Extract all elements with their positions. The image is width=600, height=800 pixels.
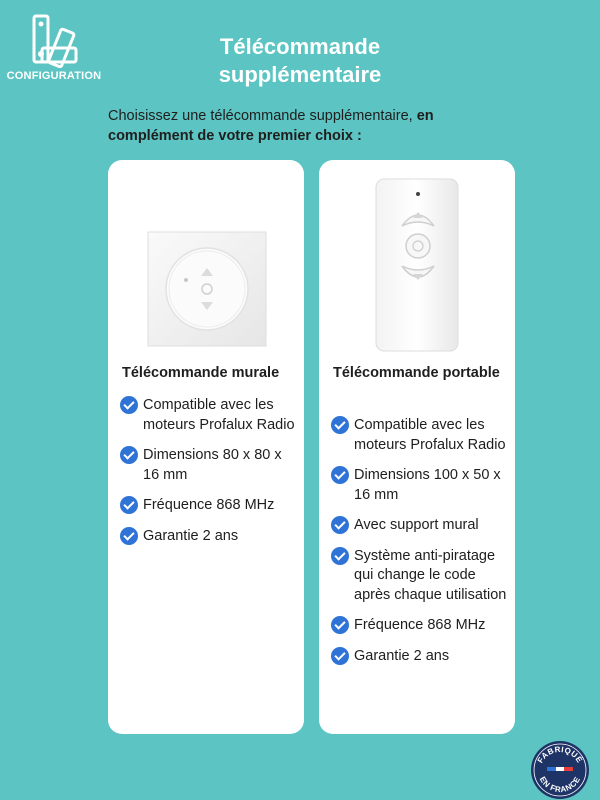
- seal-line-1: FABRIQUÉ: [535, 744, 585, 765]
- intro-bold: en complément de votre premier choix :: [108, 108, 434, 144]
- feature-text: Avec support mural: [354, 517, 479, 533]
- title-line-1: Télécommande: [219, 34, 381, 59]
- check-circle-icon: [120, 527, 138, 545]
- swatch-remote-icon: [24, 12, 84, 68]
- feature-text: Fréquence 868 MHz: [143, 497, 275, 513]
- check-circle-icon: [120, 496, 138, 514]
- check-circle-icon: [120, 396, 138, 414]
- list-item: [331, 516, 511, 536]
- handheld-remote-image: [319, 160, 515, 360]
- list-item: [120, 496, 300, 516]
- configuration-badge: [6, 12, 102, 82]
- card-title: Télécommande portable: [333, 365, 500, 381]
- list-item: [331, 616, 511, 636]
- check-circle-icon: [331, 647, 349, 665]
- check-circle-icon: [331, 547, 349, 565]
- intro-plain: Choisissez une télécommande supplémentaire,: [108, 108, 417, 124]
- list-item: [331, 647, 511, 667]
- product-card-wall-remote[interactable]: [108, 160, 304, 734]
- title-line-2: supplémentaire: [218, 62, 382, 87]
- check-circle-icon: [331, 516, 349, 534]
- check-circle-icon: [120, 446, 138, 464]
- card-title: Télécommande murale: [122, 365, 280, 381]
- feature-text: Dimensions 100 x 50 x 16 mm: [354, 467, 501, 503]
- feature-text: Dimensions 80 x 80 x 16 mm: [143, 447, 282, 483]
- check-circle-icon: [331, 466, 349, 484]
- list-item: [331, 466, 511, 505]
- seal-line-2: EN FRANCE: [537, 775, 583, 795]
- check-circle-icon: [331, 416, 349, 434]
- feature-text: Système anti-piratage qui change le code après chaque utilisation: [354, 547, 507, 603]
- feature-text: Compatible avec les moteurs Profalux Radio: [354, 417, 506, 453]
- list-item: [331, 547, 511, 606]
- list-item: [331, 416, 511, 455]
- page-title: [140, 33, 460, 89]
- feature-text: Compatible avec les moteurs Profalux Radio: [143, 397, 295, 433]
- feature-text: Garantie 2 ans: [354, 647, 450, 664]
- feature-list: [120, 396, 300, 557]
- intro-text: [108, 106, 498, 146]
- made-in-france-seal: [530, 740, 590, 800]
- check-circle-icon: [331, 616, 349, 634]
- feature-list: [331, 416, 511, 677]
- list-item: [120, 396, 300, 435]
- list-item: [120, 446, 300, 485]
- wall-remote-image: [108, 160, 304, 360]
- product-card-handheld-remote[interactable]: [319, 160, 515, 734]
- list-item: [120, 527, 300, 547]
- configuration-label: CONFIGURATION: [6, 70, 102, 82]
- feature-text: Fréquence 868 MHz: [354, 617, 486, 633]
- feature-text: Garantie 2 ans: [143, 527, 239, 544]
